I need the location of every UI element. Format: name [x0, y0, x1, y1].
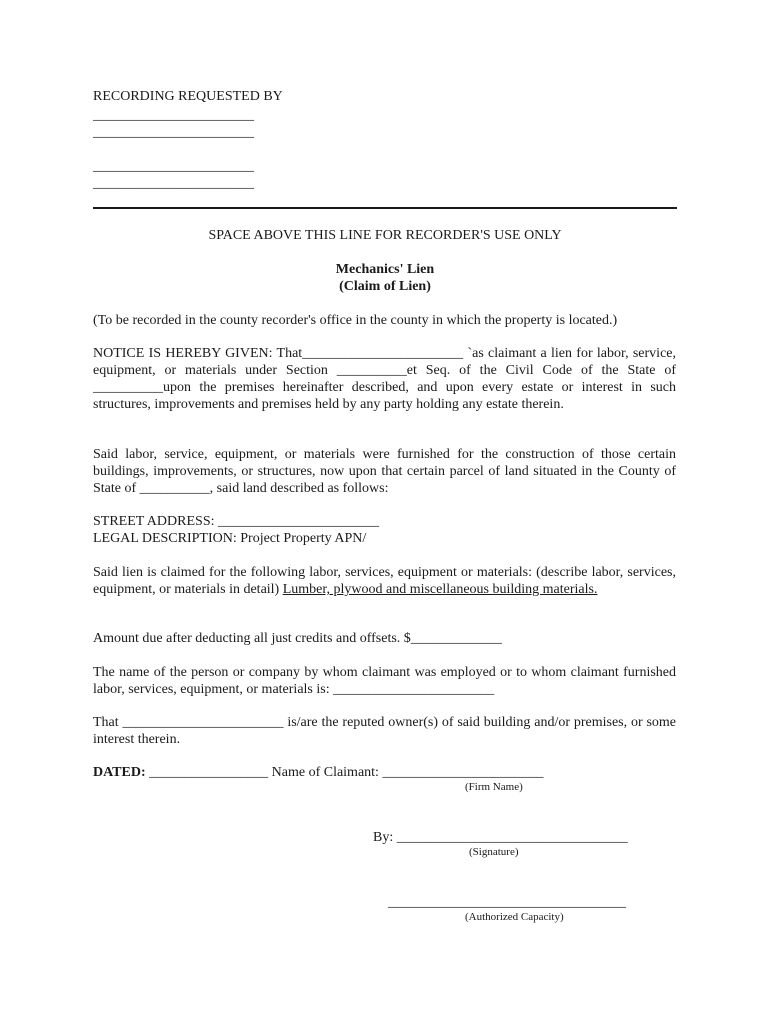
dated-label: DATED: [93, 765, 146, 780]
signature-caption: (Signature) [469, 846, 519, 858]
street-address: STREET ADDRESS: _______________________ [93, 514, 379, 529]
requester-blank-line: _______________________ [93, 125, 254, 140]
amount-due: Amount due after deducting all just credits and offsets. $_____________ [93, 631, 502, 646]
intro-paragraph: (To be recorded in the county recorder's office in the county in which the property is located.) [93, 313, 618, 328]
dated-line [93, 764, 543, 781]
legal-description: LEGAL DESCRIPTION: Project Property APN/ [93, 531, 367, 546]
document-title: Mechanics' Lien [335, 262, 435, 277]
claimed-paragraph [93, 564, 676, 598]
document-subtitle: (Claim of Lien) [339, 279, 431, 294]
requester-blank-line: _______________________ [93, 108, 254, 123]
furnished-paragraph: Said labor, service, equipment, or materials were furnished for the construction of those certain buildings, improvements, or structures, now upon that certain parcel of land situated in the County of State of __________, said land described as follows: [93, 447, 676, 496]
claimed-materials: Lumber, plywood and miscellaneous building materials. [282, 582, 598, 597]
claimed-text: Said lien is claimed for the following labor, services, equipment or materials: (describe labor, services, equipment, or materials in detail) [93, 565, 676, 597]
by-signature-line: By: _________________________________ [373, 830, 628, 845]
requester-blank-line: _______________________ [93, 176, 254, 191]
claimant-name-line: Name of Claimant: _______________________ [268, 765, 544, 780]
owners-paragraph: That _______________________ is/are the reputed owner(s) of said building and/or premises, or some interest therein. [93, 715, 676, 747]
firm-name-caption: (Firm Name) [465, 781, 523, 793]
capacity-line: __________________________________ [388, 895, 626, 910]
authorized-capacity-caption: (Authorized Capacity) [465, 911, 564, 923]
employer-paragraph: The name of the person or company by whom claimant was employed or to whom claimant furnished labor, services, equipment, or materials is: _______________________ [93, 665, 676, 697]
notice-paragraph: NOTICE IS HEREBY GIVEN: That_______________________ `as claimant a lien for labor, service, equipment, or materials under Section __________et Seq. of the Civil Code of the State of __________upon the premises hereinafter described, and upon every estate or interest in such structures, improvements and premises held by any party holding any estate therein. [93, 346, 676, 412]
recording-requested-by: RECORDING REQUESTED BY [93, 89, 283, 104]
recorder-divider-line [93, 207, 677, 209]
dated-blank: _________________ [145, 765, 269, 780]
requester-blank-line: _______________________ [93, 159, 254, 174]
recorder-use-note: SPACE ABOVE THIS LINE FOR RECORDER'S USE ONLY [208, 228, 562, 243]
